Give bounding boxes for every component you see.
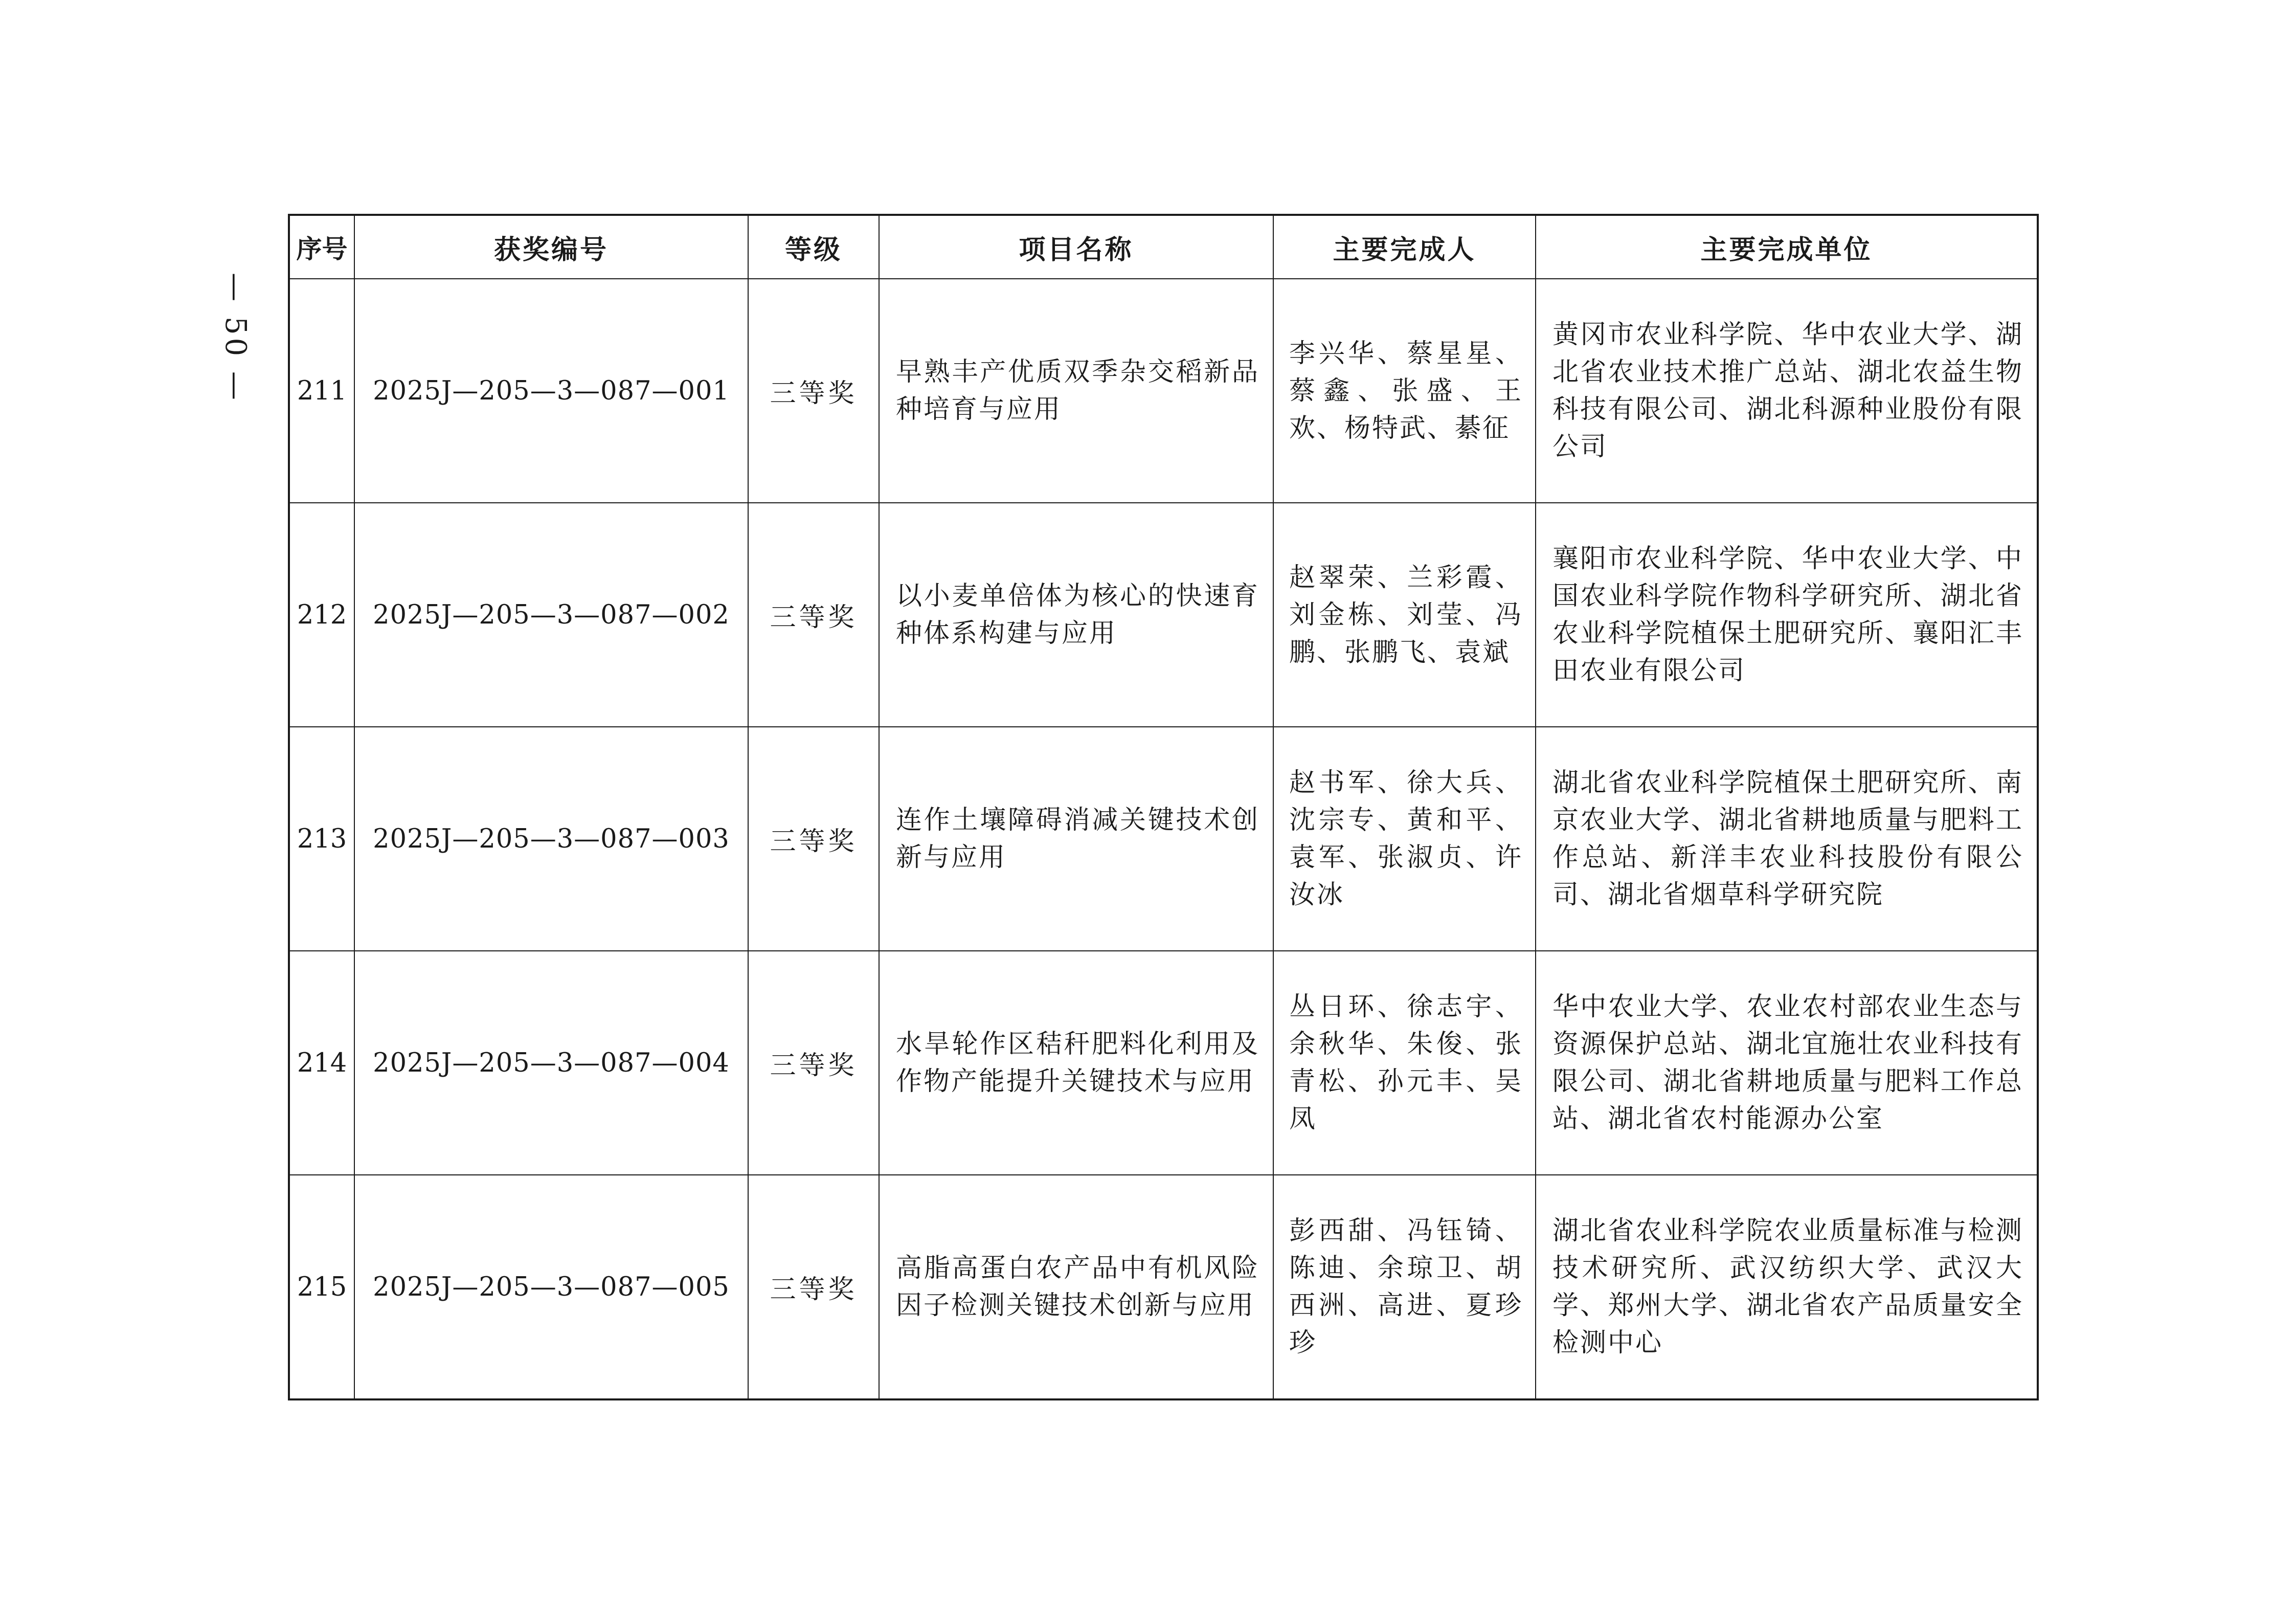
page-number-text: — 50 —: [218, 272, 252, 403]
cell-project-name: 以小麦单倍体为核心的快速育种体系构建与应用: [879, 503, 1273, 727]
cell-main-units: 襄阳市农业科学院、华中农业大学、中国农业科学院作物科学研究所、湖北省农业科学院植保土肥研究所、襄阳汇丰田农业有限公司: [1536, 503, 2038, 727]
cell-seq: 213: [289, 727, 354, 951]
table-row: [289, 279, 2038, 503]
cell-main-contributors: 彭西甜、冯钰锜、陈迪、余琼卫、胡西洲、高进、夏珍珍: [1273, 1175, 1536, 1399]
cell-grade: 三等奖: [748, 727, 879, 951]
cell-main-units: 华中农业大学、农业农村部农业生态与资源保护总站、湖北宜施壮农业科技有限公司、湖北省耕地质量与肥料工作总站、湖北省农村能源办公室: [1536, 951, 2038, 1175]
cell-project-name: 早熟丰产优质双季杂交稻新品种培育与应用: [879, 279, 1273, 503]
table-row: [289, 951, 2038, 1175]
cell-main-units: 湖北省农业科学院农业质量标准与检测技术研究所、武汉纺织大学、武汉大学、郑州大学、湖北省农产品质量安全检测中心: [1536, 1175, 2038, 1399]
header-seq: 序号: [289, 215, 354, 279]
cell-main-contributors: 赵翠荣、兰彩霞、刘金栋、刘莹、冯鹏、张鹏飞、袁斌: [1273, 503, 1536, 727]
cell-award-code: 2025J—205—3—087—002: [354, 503, 748, 727]
cell-main-units: 黄冈市农业科学院、华中农业大学、湖北省农业技术推广总站、湖北农益生物科技有限公司、湖北科源种业股份有限公司: [1536, 279, 2038, 503]
header-grade: 等级: [748, 215, 879, 279]
table-row: [289, 1175, 2038, 1399]
header-award-code: 获奖编号: [354, 215, 748, 279]
header-main-contributors: 主要完成人: [1273, 215, 1536, 279]
cell-award-code: 2025J—205—3—087—004: [354, 951, 748, 1175]
cell-project-name: 连作土壤障碍消减关键技术创新与应用: [879, 727, 1273, 951]
cell-main-contributors: 丛日环、徐志宇、余秋华、朱俊、张青松、孙元丰、吴凤: [1273, 951, 1536, 1175]
cell-grade: 三等奖: [748, 279, 879, 503]
table-row: [289, 503, 2038, 727]
cell-grade: 三等奖: [748, 503, 879, 727]
page-number: [215, 246, 256, 430]
cell-award-code: 2025J—205—3—087—003: [354, 727, 748, 951]
cell-grade: 三等奖: [748, 1175, 879, 1399]
cell-main-contributors: 赵书军、徐大兵、沈宗专、黄和平、袁军、张淑贞、许汝冰: [1273, 727, 1536, 951]
cell-award-code: 2025J—205—3—087—001: [354, 279, 748, 503]
table-row: [289, 727, 2038, 951]
header-project-name: 项目名称: [879, 215, 1273, 279]
cell-seq: 211: [289, 279, 354, 503]
cell-main-contributors: 李兴华、蔡星星、蔡鑫、张盛、王欢、杨特武、綦征: [1273, 279, 1536, 503]
cell-seq: 215: [289, 1175, 354, 1399]
header-main-units: 主要完成单位: [1536, 215, 2038, 279]
cell-project-name: 高脂高蛋白农产品中有机风险因子检测关键技术创新与应用: [879, 1175, 1273, 1399]
award-table: [288, 214, 2039, 1400]
cell-seq: 212: [289, 503, 354, 727]
cell-grade: 三等奖: [748, 951, 879, 1175]
cell-main-units: 湖北省农业科学院植保土肥研究所、南京农业大学、湖北省耕地质量与肥料工作总站、新洋丰农业科技股份有限公司、湖北省烟草科学研究院: [1536, 727, 2038, 951]
cell-project-name: 水旱轮作区秸秆肥料化利用及作物产能提升关键技术与应用: [879, 951, 1273, 1175]
cell-seq: 214: [289, 951, 354, 1175]
table-header-row: [289, 215, 2038, 279]
cell-award-code: 2025J—205—3—087—005: [354, 1175, 748, 1399]
